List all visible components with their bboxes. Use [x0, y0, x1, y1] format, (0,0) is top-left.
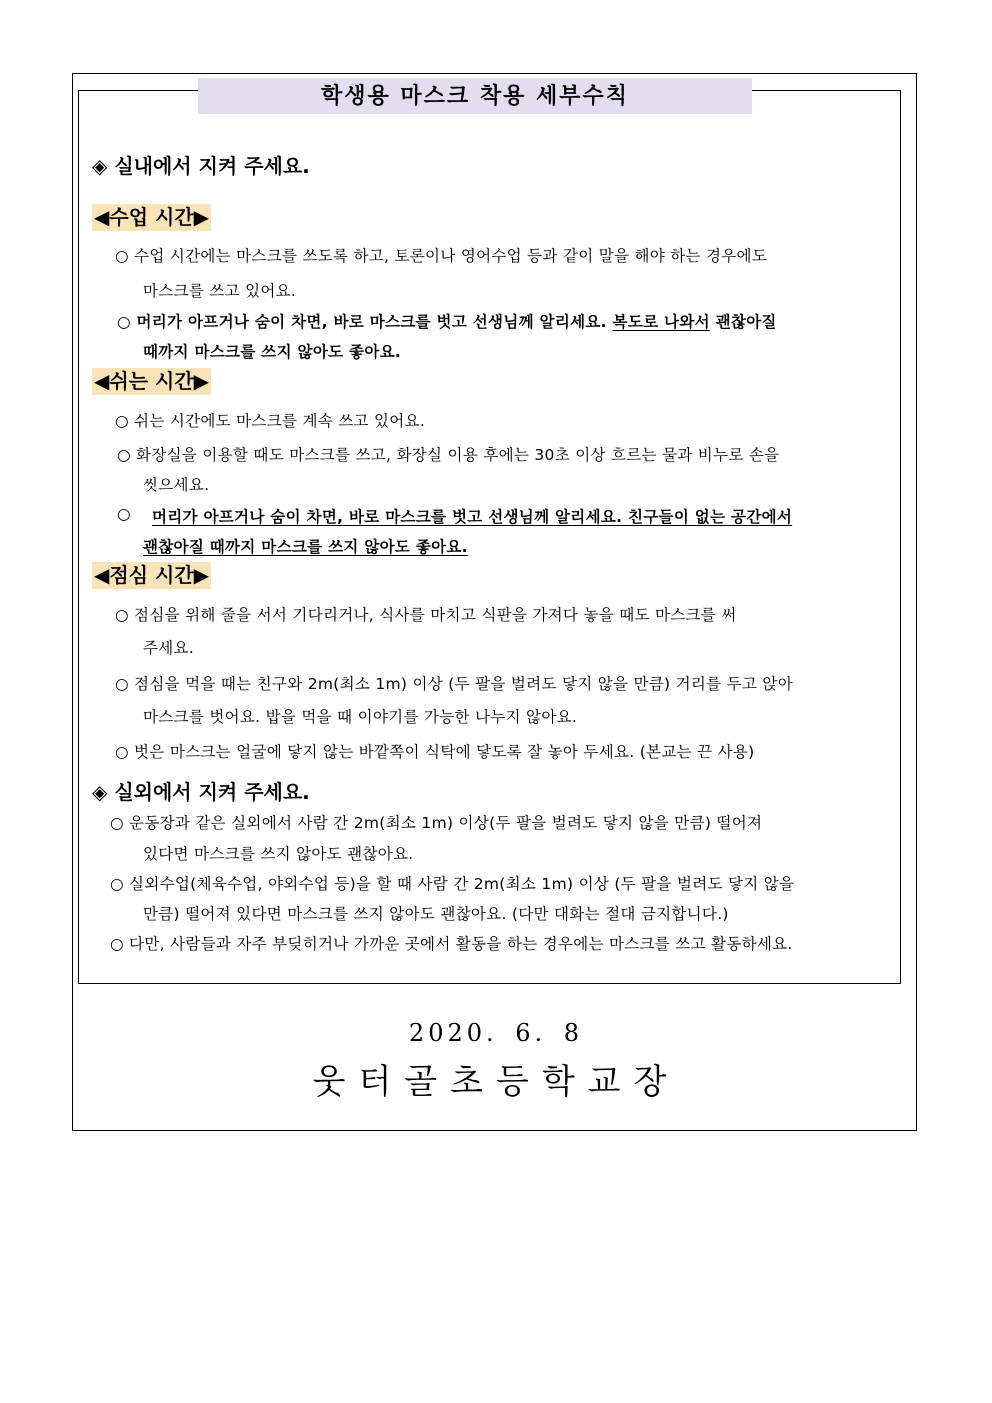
break-item-3-line-1: 머리가 아프거나 숨이 차면, 바로 마스크를 벗고 선생님께 알리세요. 친구들이 없는 공간에서	[152, 508, 793, 526]
indoor-heading: ◈ 실내에서 지켜 주세요.	[92, 154, 310, 178]
class-item-1-line-1: ○ 수업 시간에는 마스크를 쓰도록 하고, 토론이나 영어수업 등과 같이 말을 해야 하는 경우에도	[115, 247, 768, 265]
lunch-item-3: ○ 벗은 마스크는 얼굴에 닿지 않는 바깥쪽이 식탁에 닿도록 잘 놓아 두세요. (본교는 끈 사용)	[115, 743, 755, 761]
outdoor-item-3: ○ 다만, 사람들과 자주 부딪히거나 가까운 곳에서 활동을 하는 경우에는 마스크를 쓰고 활동하세요.	[110, 935, 793, 953]
class-item-2-line-2: 때까지 마스크를 쓰지 않아도 좋아요.	[143, 343, 402, 361]
class-time-label: ◀수업 시간▶	[94, 205, 210, 229]
class-item-2-text: ○ 머리가 아프거나 숨이 차면, 바로 마스크를 벗고 선생님께 알리세요.	[117, 313, 613, 331]
class-item-2-line-1	[117, 310, 777, 332]
lunch-time-label: ◀점심 시간▶	[94, 563, 210, 587]
break-item-1: ○ 쉬는 시간에도 마스크를 계속 쓰고 있어요.	[115, 412, 426, 430]
outdoor-item-2-line-2: 만큼) 떨어져 있다면 마스크를 쓰지 않아도 괜찮아요. (다만 대화는 절대 금지합니다.)	[143, 905, 729, 923]
class-item-2-underlined: 복도로 나와서	[612, 313, 710, 331]
lunch-item-1-line-2: 주세요.	[143, 639, 195, 657]
class-item-1-line-2: 마스크를 쓰고 있어요.	[143, 282, 297, 300]
outdoor-item-1-line-2: 있다면 마스크를 쓰지 않아도 괜찮아요.	[143, 845, 414, 863]
break-time-label: ◀쉬는 시간▶	[94, 369, 210, 393]
lunch-item-1-line-1: ○ 점심을 위해 줄을 서서 기다리거나, 식사를 마치고 식판을 가져다 놓을 때도 마스크를 써	[115, 606, 737, 624]
lunch-item-2-line-2: 마스크를 벗어요. 밥을 먹을 때 이야기를 가능한 나누지 않아요.	[143, 708, 578, 726]
class-item-2-tail: 괜찮아질	[709, 313, 777, 331]
lunch-item-2-line-1: ○ 점심을 먹을 때는 친구와 2m(최소 1m) 이상 (두 팔을 벌려도 닿지 않을 만큼) 거리를 두고 앉아	[115, 675, 793, 693]
document-title: 학생용 마스크 착용 세부수칙	[198, 78, 752, 114]
outdoor-item-2-line-1: ○ 실외수업(체육수업, 야외수업 등)을 할 때 사람 간 2m(최소 1m) 이상 (두 팔을 벌려도 닿지 않을	[110, 875, 795, 893]
outdoor-item-1-line-1: ○ 운동장과 같은 실외에서 사람 간 2m(최소 1m) 이상(두 팔을 벌려도 닿지 않을 만큼) 떨어져	[110, 814, 763, 832]
break-item-2-line-1: ○ 화장실을 이용할 때도 마스크를 쓰고, 화장실 이용 후에는 30초 이상 흐르는 물과 비누로 손을	[117, 446, 780, 464]
outdoor-heading: ◈ 실외에서 지켜 주세요.	[92, 780, 310, 804]
break-item-2-line-2: 씻으세요.	[143, 476, 210, 494]
issue-date: 2020. 6. 8	[408, 1019, 584, 1047]
school-principal: 웃터골초등학교장	[312, 1062, 680, 1102]
break-item-3-bullet: ○	[117, 505, 131, 523]
break-item-3-line-2: 괜찮아질 때까지 마스크를 쓰지 않아도 좋아요.	[143, 538, 468, 556]
